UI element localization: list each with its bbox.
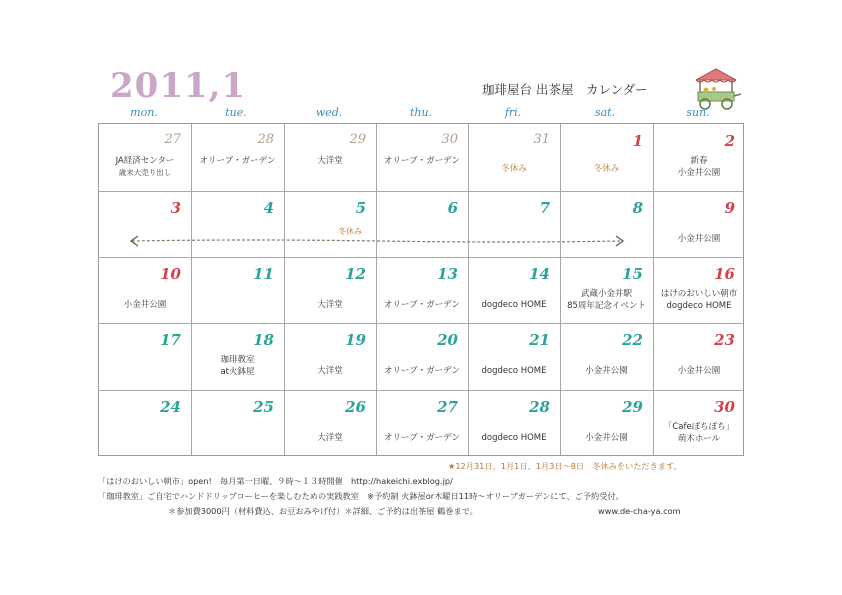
event-label: 珈琲教室	[220, 355, 255, 365]
day-number: 30	[441, 132, 458, 147]
event-label: オリーブ・ガーデン	[199, 156, 276, 166]
day-cell	[376, 124, 468, 191]
event-label: 小金井公園	[585, 366, 628, 376]
event-label: 小金井公園	[677, 234, 721, 244]
day-number: 1	[632, 132, 643, 150]
grid-column-divider	[284, 124, 285, 455]
event-label: dogdeco HOME	[481, 433, 547, 443]
event-label: 「Cafeぽちぽち」	[663, 422, 735, 432]
day-cell	[468, 390, 560, 457]
event-label: JA経済センター	[115, 156, 175, 166]
footer-website: www.de-cha-ya.com	[598, 506, 681, 516]
day-events	[560, 288, 653, 312]
day-cell	[191, 390, 284, 457]
day-cell	[560, 323, 653, 390]
event-label: 萌木ホール	[677, 434, 721, 444]
winter-break-span	[128, 227, 626, 250]
grid-row-divider	[99, 390, 743, 391]
day-number: 24	[160, 398, 181, 416]
event-label: 小金井公園	[677, 168, 721, 178]
weekday-label: sun.	[686, 106, 710, 119]
day-number: 15	[622, 265, 643, 283]
weekday-label: tue.	[225, 106, 247, 119]
grid-column-divider	[560, 124, 561, 455]
event-label: オリーブ・ガーデン	[384, 156, 460, 166]
winter-break-label: 冬休み	[338, 227, 362, 236]
day-events	[376, 365, 468, 377]
day-cell	[99, 390, 191, 457]
day-events	[468, 432, 560, 444]
double-arrow-icon	[128, 232, 626, 250]
day-number: 20	[437, 331, 458, 349]
footer-fee-note: ＊参加費3000円（材料費込、お豆おみやげ付）＊詳細、ご予約は出茶屋 鶴巻まで。	[168, 506, 478, 516]
event-label: dogdeco HOME	[481, 366, 547, 376]
day-number: 25	[253, 398, 274, 416]
day-number: 31	[533, 132, 550, 147]
day-events	[560, 365, 653, 377]
day-number: 21	[529, 331, 550, 349]
event-label: dogdeco HOME	[481, 300, 547, 310]
day-cell	[284, 124, 376, 191]
event-label: オリーブ・ガーデン	[384, 433, 460, 443]
day-cell	[191, 257, 284, 323]
day-cell	[284, 257, 376, 323]
day-cell	[468, 323, 560, 390]
day-number: 11	[253, 265, 274, 283]
day-cell	[653, 191, 745, 257]
day-number: 12	[345, 265, 366, 283]
event-label: 小金井公園	[123, 300, 167, 310]
day-events	[284, 365, 376, 377]
event-label: 大洋堂	[317, 366, 343, 376]
weekday-label: sat.	[594, 106, 616, 119]
day-number: 8	[632, 199, 643, 217]
day-number: 13	[437, 265, 458, 283]
day-events	[560, 432, 653, 444]
day-events	[191, 354, 284, 378]
day-events	[284, 299, 376, 311]
calendar-title: 珈琲屋台 出茶屋 カレンダー	[482, 82, 648, 97]
weekday-label: thu.	[409, 106, 433, 119]
grid-column-divider	[653, 124, 654, 455]
day-number: 27	[437, 398, 458, 416]
day-number: 14	[529, 265, 550, 283]
day-cell	[468, 257, 560, 323]
day-cell	[376, 390, 468, 457]
day-number: 29	[622, 398, 643, 416]
day-number: 5	[355, 199, 366, 217]
day-number: 27	[164, 132, 181, 147]
day-cell	[560, 390, 653, 457]
event-label: はけのおいしい朝市	[660, 289, 738, 299]
day-cell	[191, 124, 284, 191]
day-events	[376, 299, 468, 311]
calendar-grid	[98, 123, 744, 456]
day-number: 3	[170, 199, 181, 217]
event-label: at火鉢屋	[220, 367, 255, 377]
day-events	[468, 163, 560, 175]
day-events	[560, 163, 653, 175]
day-events	[99, 299, 191, 311]
weekday-label: wed.	[315, 106, 343, 119]
event-label: 小金井公園	[585, 433, 628, 443]
day-cell	[560, 257, 653, 323]
grid-row-divider	[99, 191, 743, 192]
weekday-label: fri.	[504, 106, 522, 119]
day-cell	[653, 323, 745, 390]
day-number: 19	[345, 331, 366, 349]
day-events	[191, 155, 284, 167]
event-label: 新春	[690, 156, 708, 166]
footer-morning-market: 「はけのおいしい朝市」open! 毎月第一日曜、９時～１３時開催 http://hakeichi.exblog.jp/	[98, 476, 453, 486]
day-cell	[376, 257, 468, 323]
holiday-note: ★12月31日、1月1日、1月3日～8日 冬休みをいただきます。	[448, 461, 682, 471]
day-events	[284, 155, 376, 167]
event-label: 武蔵小金井駅	[580, 289, 632, 299]
grid-column-divider	[191, 124, 192, 455]
day-cell	[99, 323, 191, 390]
event-label: オリーブ・ガーデン	[384, 366, 460, 376]
day-number: 16	[714, 265, 735, 283]
day-events	[653, 233, 745, 245]
day-cell	[376, 323, 468, 390]
grid-row-divider	[99, 257, 743, 258]
day-number: 26	[345, 398, 366, 416]
day-number: 22	[622, 331, 643, 349]
day-events	[468, 299, 560, 311]
day-events	[653, 365, 745, 377]
event-label: 冬休み	[501, 164, 527, 174]
day-cell	[284, 323, 376, 390]
day-cell	[468, 124, 560, 191]
event-label: 冬休み	[593, 164, 620, 174]
year-month-title: 2011,1	[110, 66, 247, 106]
day-cell	[99, 124, 191, 191]
day-number: 28	[257, 132, 274, 147]
event-label: 85周年記念イベント	[567, 301, 646, 311]
day-cell	[284, 390, 376, 457]
event-label: 大洋堂	[317, 433, 343, 443]
grid-column-divider	[468, 124, 469, 455]
day-cell	[560, 124, 653, 191]
day-events	[653, 155, 745, 179]
weekday-header-row	[98, 106, 744, 122]
weekday-label: mon.	[130, 106, 158, 119]
grid-row-divider	[99, 323, 743, 324]
day-events	[653, 421, 745, 445]
day-number: 10	[160, 265, 181, 283]
day-events	[653, 288, 745, 312]
day-number: 30	[714, 398, 735, 416]
event-label: dogdeco HOME	[666, 301, 732, 311]
event-label: 大洋堂	[317, 156, 343, 166]
day-number: 6	[447, 199, 458, 217]
day-events	[284, 432, 376, 444]
day-number: 17	[160, 331, 181, 349]
day-number: 4	[263, 199, 274, 217]
footer-coffee-class: 「珈琲教室」ご自宅でハンドドリップコーヒーを楽しむための実践教室 ※予約制 火鉢屋or木曜日11時～オリーブガーデンにて、ご予約受付。	[98, 491, 624, 501]
day-events	[376, 155, 468, 167]
day-cell	[191, 323, 284, 390]
day-cell	[653, 257, 745, 323]
event-label: 大洋堂	[317, 300, 343, 310]
event-label: オリーブ・ガーデン	[384, 300, 460, 310]
event-label: 小金井公園	[677, 366, 721, 376]
day-number: 28	[529, 398, 550, 416]
day-cell	[653, 124, 745, 191]
coffee-cart-icon	[690, 64, 742, 110]
day-number: 9	[724, 199, 735, 217]
day-events	[99, 155, 191, 179]
day-cell	[99, 257, 191, 323]
event-sublabel: 歳末大売り出し	[118, 168, 172, 177]
day-number: 18	[253, 331, 274, 349]
grid-column-divider	[376, 124, 377, 455]
day-number: 7	[539, 199, 550, 217]
day-cell	[653, 390, 745, 457]
day-events	[376, 432, 468, 444]
day-number: 2	[724, 132, 735, 150]
day-number: 23	[714, 331, 735, 349]
day-events	[468, 365, 560, 377]
day-number: 29	[349, 132, 366, 147]
